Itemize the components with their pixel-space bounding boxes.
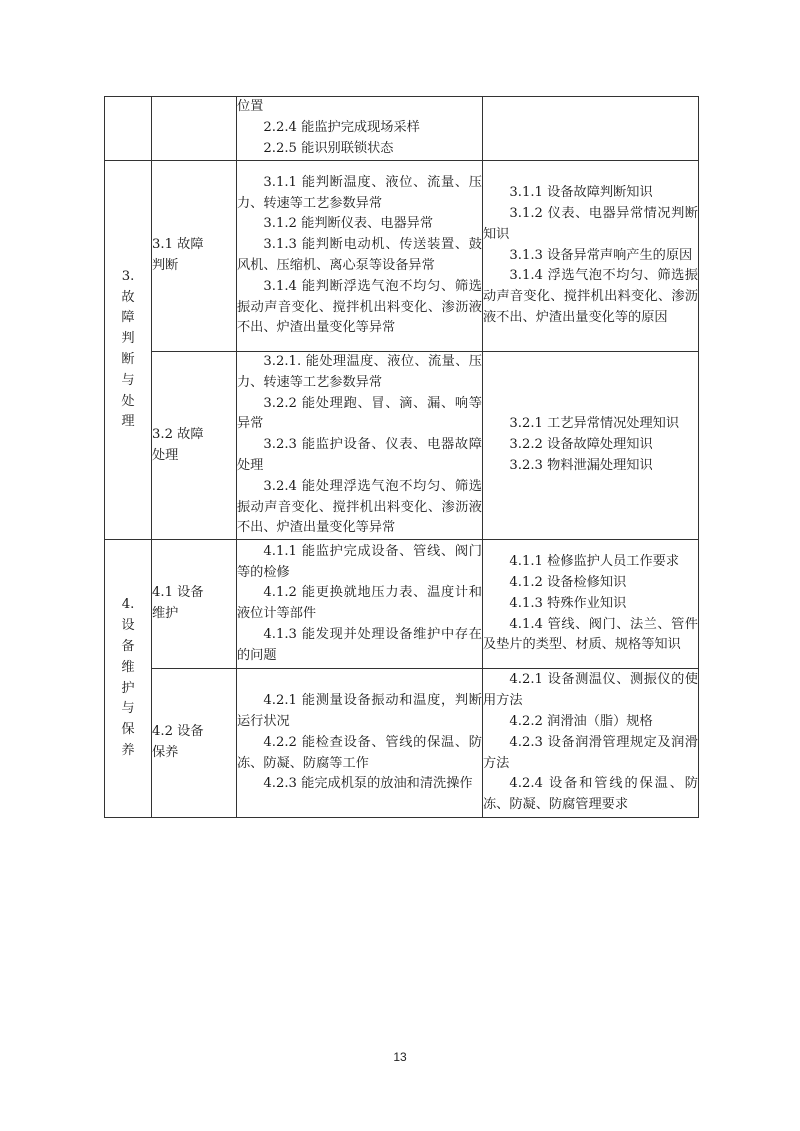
skill-item: 3.2.2 能处理跑、冒、滴、漏、响等异常 xyxy=(237,395,482,432)
knowledge-item: 3.2.3 物料泄漏处理知识 xyxy=(509,457,653,473)
page-number: 13 xyxy=(393,1050,407,1064)
knowledge-item: 3.2.1 工艺异常情况处理知识 xyxy=(509,416,680,432)
table-row xyxy=(105,161,699,352)
skill-cell xyxy=(237,669,483,818)
section-label-equipment-maintenance: 4. 设 备 维 护 与 保 养 xyxy=(105,540,152,818)
knowledge-item: 3.1.3 设备异常声响产生的原因 xyxy=(509,247,693,263)
skill-item: 4.2.3 能完成机泵的放油和清洗操作 xyxy=(263,776,473,792)
unit-label-equipment-repair: 4.1 设备 维护 xyxy=(152,540,237,669)
knowledge-item: 4.1.4 管线、阀门、法兰、管件及垫片的类型、材质、规格等知识 xyxy=(483,616,698,653)
table-row xyxy=(105,352,699,540)
skill-item: 3.2.4 能处理浮选气泡不均匀、筛选振动声音变化、搅拌机出料变化、渗沥液不出、炉渣出量变化等异常 xyxy=(237,478,482,536)
skill-item: 3.2.1. 能处理温度、液位、流量、压力、转速等工艺参数异常 xyxy=(237,354,482,390)
knowledge-item: 3.1.4 浮选气泡不均匀、筛选振动声音变化、搅拌机出料变化、渗沥液不出、炉渣出量变化等的原因 xyxy=(483,268,698,325)
skill-requirements-table xyxy=(104,96,699,818)
unit-label-fault-diagnosis: 3.1 故障 判断 xyxy=(152,161,237,352)
skill-cell xyxy=(237,97,483,161)
knowledge-item: 4.2.2 润滑油（脂）规格 xyxy=(509,713,653,729)
knowledge-item: 4.1.3 特殊作业知识 xyxy=(509,595,627,611)
knowledge-cell xyxy=(483,352,699,540)
skill-cell xyxy=(237,540,483,669)
skill-cell xyxy=(237,161,483,352)
skill-item: 2.2.5 能识别联锁状态 xyxy=(263,140,394,156)
knowledge-item: 4.2.1 设备测温仪、测振仪的使用方法 xyxy=(483,672,698,709)
knowledge-cell xyxy=(483,540,699,669)
knowledge-item: 3.2.2 设备故障处理知识 xyxy=(509,437,653,453)
skill-item: 3.1.4 能判断浮选气泡不均匀、筛选振动声音变化、搅拌机出料变化、渗沥液不出、炉渣出量变化等异常 xyxy=(237,278,482,336)
skill-item: 位置 xyxy=(237,99,264,115)
unit-label-fault-treatment: 3.2 故障 处理 xyxy=(152,352,237,540)
skill-item: 3.1.2 能判断仪表、电器异常 xyxy=(263,216,434,232)
knowledge-cell xyxy=(483,669,699,818)
unit-cell xyxy=(152,97,237,161)
table-row xyxy=(105,540,699,669)
skill-item: 4.2.2 能检查设备、管线的保温、防冻、防凝、防腐等工作 xyxy=(237,734,482,771)
knowledge-item: 4.2.3 设备润滑管理规定及润滑方法 xyxy=(483,734,698,771)
section-cell xyxy=(105,97,152,161)
table-row xyxy=(105,97,699,161)
skill-cell xyxy=(237,352,483,540)
knowledge-cell xyxy=(483,161,699,352)
knowledge-item: 4.2.4 设备和管线的保温、防冻、防凝、防腐管理要求 xyxy=(483,776,698,813)
skill-item: 3.1.1 能判断温度、液位、流量、压力、转速等工艺参数异常 xyxy=(237,174,482,211)
table-row xyxy=(105,669,699,818)
unit-label-equipment-upkeep: 4.2 设备 保养 xyxy=(152,669,237,818)
knowledge-cell xyxy=(483,97,699,161)
skill-item: 3.1.3 能判断电动机、传送装置、鼓风机、压缩机、离心泵等设备异常 xyxy=(237,237,482,273)
knowledge-item: 3.1.1 设备故障判断知识 xyxy=(509,185,653,201)
skill-item: 2.2.4 能监护完成现场采样 xyxy=(263,120,420,136)
skill-item: 3.2.3 能监护设备、仪表、电器故障处理 xyxy=(237,437,482,473)
skill-item: 4.1.2 能更换就地压力表、温度计和液位计等部件 xyxy=(237,585,482,622)
section-label-fault-handling: 3. 故 障 判 断 与 处 理 xyxy=(105,161,152,540)
skill-item: 4.2.1 能测量设备振动和温度，判断运行状况 xyxy=(237,693,482,729)
knowledge-item: 4.1.1 检修监护人员工作要求 xyxy=(509,554,680,570)
skill-item: 4.1.3 能发现并处理设备维护中存在的问题 xyxy=(237,626,482,663)
knowledge-item: 3.1.2 仪表、电器异常情况判断知识 xyxy=(483,206,698,242)
skill-item: 4.1.1 能监护完成设备、管线、阀门等的检修 xyxy=(237,543,482,580)
knowledge-item: 4.1.2 设备检修知识 xyxy=(509,574,627,590)
